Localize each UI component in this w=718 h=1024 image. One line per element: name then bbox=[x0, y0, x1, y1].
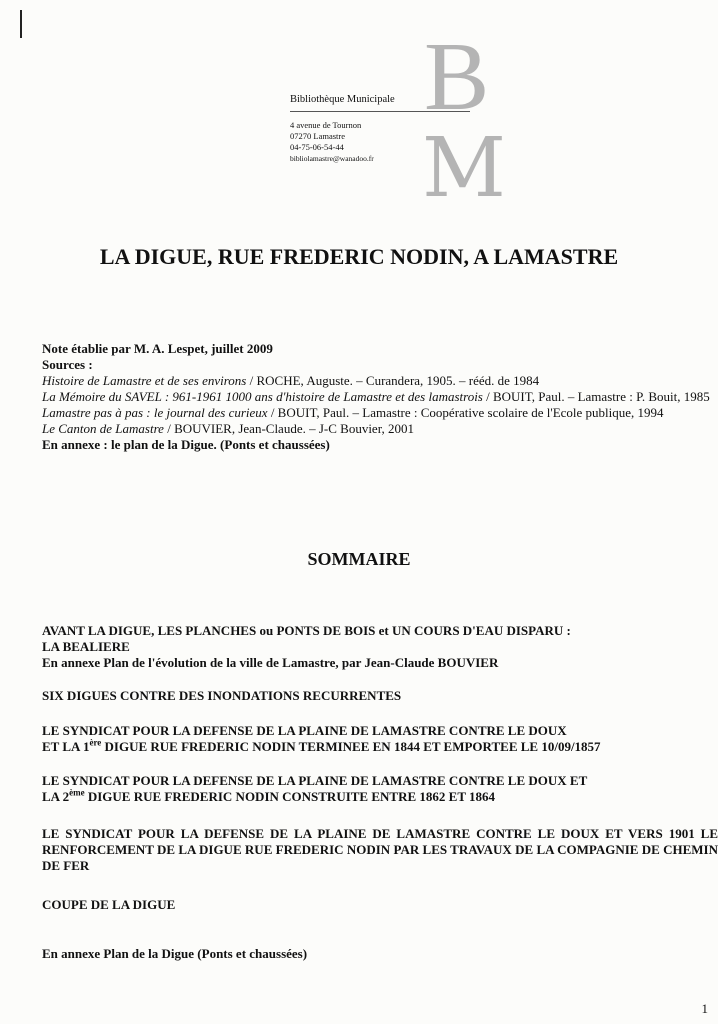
toc-entry-line bbox=[42, 739, 718, 755]
source-item bbox=[42, 421, 718, 437]
address-phone: 04-75-06-54-44 bbox=[290, 142, 344, 152]
logo-letter-m: M bbox=[422, 121, 506, 216]
ordinal-superscript: ème bbox=[69, 787, 85, 798]
margin-mark bbox=[20, 10, 22, 38]
annex-note: En annexe : le plan de la Digue. (Ponts et chaussées) bbox=[42, 437, 330, 452]
ordinal-superscript: ère bbox=[89, 737, 102, 748]
toc-entry-line: LE SYNDICAT POUR LA DEFENSE DE LA PLAINE DE LAMASTRE CONTRE LE DOUX ET bbox=[42, 773, 588, 788]
source-title: Histoire de Lamastre et de ses environs bbox=[42, 373, 247, 388]
header-divider bbox=[290, 111, 470, 112]
library-header bbox=[290, 94, 480, 164]
source-details: / BOUIT, Paul. – Lamastre : Coopérative scolaire de l'Ecole publique, 1994 bbox=[267, 405, 664, 420]
sources-block bbox=[42, 341, 718, 453]
address-street: 4 avenue de Tournon bbox=[290, 120, 362, 130]
page-number: 1 bbox=[701, 1001, 708, 1016]
toc-entry-line: LE SYNDICAT POUR LA DEFENSE DE LA PLAINE DE LAMASTRE CONTRE LE DOUX ET VERS 1901 LE RENFORCEMENT DE LA DIGUE RUE FREDERIC NODIN PAR LES TRAVAUX DE LA COMPAGNIE DE CHEMIN DE FER bbox=[42, 826, 718, 873]
logo-letter-b: B bbox=[424, 23, 490, 131]
toc-text: ET LA 1 bbox=[42, 739, 90, 754]
toc-entry-line: En annexe Plan de l'évolution de la ville de Lamastre, par Jean-Claude BOUVIER bbox=[42, 655, 499, 670]
source-item bbox=[42, 373, 718, 389]
toc-entry bbox=[42, 623, 718, 671]
toc-entry bbox=[42, 897, 718, 913]
document-title: LA DIGUE, RUE FREDERIC NODIN, A LAMASTRE bbox=[99, 244, 619, 269]
toc-entry-line: En annexe Plan de la Digue (Ponts et chaussées) bbox=[42, 946, 308, 961]
source-item bbox=[42, 389, 718, 405]
toc-entry-line: AVANT LA DIGUE, LES PLANCHES ou PONTS DE BOIS et UN COURS D'EAU DISPARU : bbox=[42, 623, 571, 638]
toc-entry-line bbox=[42, 789, 718, 805]
address-email: bibliolamastre@wanadoo.fr bbox=[290, 154, 374, 163]
source-details: / BOUIT, Paul. – Lamastre : P. Bouit, 1985 bbox=[482, 389, 710, 404]
toc-entry bbox=[42, 688, 718, 704]
toc-text: DIGUE RUE FREDERIC NODIN TERMINEE EN 1844 ET EMPORTEE LE 10/09/1857 bbox=[101, 739, 601, 754]
source-title: Le Canton de Lamastre bbox=[42, 421, 164, 436]
address-city: 07270 Lamastre bbox=[290, 131, 345, 141]
toc-entry-line: LE SYNDICAT POUR LA DEFENSE DE LA PLAINE DE LAMASTRE CONTRE LE DOUX bbox=[42, 723, 567, 738]
toc-entry bbox=[42, 773, 718, 805]
source-details: / BOUVIER, Jean-Claude. – J-C Bouvier, 2001 bbox=[163, 421, 415, 436]
toc-entry-line: SIX DIGUES CONTRE DES INONDATIONS RECURRENTES bbox=[42, 688, 402, 703]
sommaire-heading: SOMMAIRE bbox=[307, 549, 411, 569]
sources-heading: Sources : bbox=[42, 357, 93, 372]
library-name: Bibliothèque Municipale bbox=[290, 94, 395, 105]
toc-entry-line: COUPE DE LA DIGUE bbox=[42, 897, 176, 912]
toc-entry bbox=[42, 946, 718, 962]
source-title: La Mémoire du SAVEL : 961-1961 1000 ans d'histoire de Lamastre et des lamastrois bbox=[42, 389, 483, 404]
source-item bbox=[42, 405, 718, 421]
toc-entry bbox=[42, 723, 718, 755]
author-note: Note établie par M. A. Lespet, juillet 2009 bbox=[42, 341, 273, 356]
source-title: Lamastre pas à pas : le journal des curieux bbox=[42, 405, 268, 420]
toc-text: DIGUE RUE FREDERIC NODIN CONSTRUITE ENTRE 1862 ET 1864 bbox=[84, 789, 496, 804]
source-details: / ROCHE, Auguste. – Curandera, 1905. – rééd. de 1984 bbox=[246, 373, 540, 388]
toc-entry-line: LA BEALIERE bbox=[42, 639, 130, 654]
toc-entry bbox=[42, 826, 718, 874]
toc-text: LA 2 bbox=[42, 789, 70, 804]
